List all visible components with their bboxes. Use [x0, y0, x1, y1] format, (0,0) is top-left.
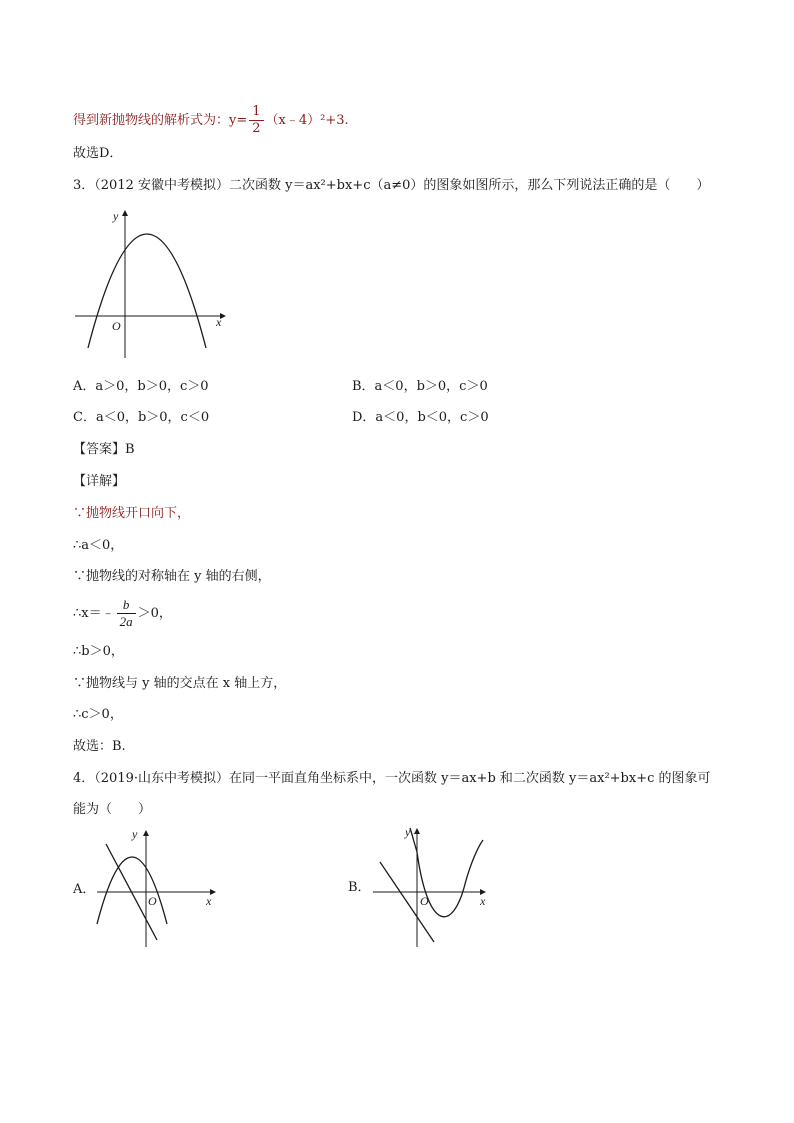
q3-solution-s6: ∵抛物线与 y 轴的交点在 x 轴上方，	[73, 676, 287, 691]
q4b-x-label: x	[480, 894, 486, 908]
q3-solution-s7: ∴c＞0，	[73, 707, 123, 722]
prev-frac-num: 1	[249, 104, 263, 121]
q3-option-a: A．a＞0，b＞0，c＞0	[73, 379, 209, 394]
q4a-parabola	[97, 857, 167, 924]
q3-solution-s3: ∵抛物线的对称轴在 y 轴的右侧，	[73, 569, 271, 584]
prev-rest: （x﹣4）²+3.	[265, 113, 349, 128]
q3-solution-s2: ∴a＜0，	[73, 538, 124, 553]
prev-fraction	[249, 104, 263, 137]
q4a-x-label: x	[206, 894, 212, 908]
q4a-y-label: y	[132, 827, 138, 841]
q3-answer-tag: 【答案】B	[73, 442, 135, 457]
prev-result-line	[73, 104, 349, 137]
q4-graph-b-label: B．	[348, 880, 371, 895]
q3-solution-s8: 故选：B.	[73, 739, 126, 754]
q3-option-b: B．a＜0，b＞0，c＞0	[352, 379, 488, 394]
q3-s4-pre: ∴x＝﹣	[73, 606, 115, 621]
q4a-origin-label: O	[148, 894, 157, 908]
q3-option-c: C．a＜0，b＞0，c＜0	[73, 410, 210, 425]
prev-y-eq: y=	[229, 113, 248, 128]
q3-s4-fraction	[117, 597, 136, 630]
q3-option-d: D．a＜0，b＜0，c＞0	[352, 410, 489, 425]
q4-graph-a	[92, 822, 232, 952]
q4-graph-a-label: A．	[73, 882, 96, 897]
q3-solution-s5: ∴b＞0，	[73, 644, 124, 659]
q4b-origin-label: O	[420, 894, 429, 908]
prev-frac-den: 2	[252, 121, 261, 136]
q4a-y-arrow-icon	[143, 830, 149, 836]
q3-s4-den: 2a	[119, 614, 133, 629]
q3-x-label: x	[216, 315, 222, 329]
q4-stem-line1: 4．（2019·山东中考模拟）在同一平面直角坐标系中，一次函数 y＝ax+b 和二次函数 y＝ax²+bx+c 的图象可	[73, 771, 711, 786]
q3-y-label: y	[113, 209, 119, 223]
q3-parabola	[88, 234, 206, 348]
q3-origin-label: O	[112, 319, 121, 333]
prev-conclusion: 故选D．	[73, 146, 123, 161]
q3-s4-post: ＞0，	[137, 606, 172, 621]
q4b-y-arrow-icon	[414, 828, 420, 834]
q3-detail-tag: 【详解】	[73, 474, 126, 489]
q3-y-arrow-icon	[122, 210, 128, 216]
q3-graph	[70, 208, 230, 363]
q4b-y-label: y	[405, 825, 411, 839]
prev-intro: 得到新抛物线的解析式为：	[73, 113, 230, 128]
q3-solution-s1: ∵抛物线开口向下，	[73, 506, 191, 521]
q3-stem: 3．（2012 安徽中考模拟）二次函数 y＝ax²+bx+c（a≠0）的图象如图所示，那么下列说法正确的是（ ）	[73, 178, 710, 193]
q4-graph-b	[368, 822, 518, 952]
q3-solution-s4	[73, 597, 172, 630]
q4-stem-line2: 能为（ ）	[73, 802, 152, 817]
q3-s4-num: b	[117, 597, 136, 614]
